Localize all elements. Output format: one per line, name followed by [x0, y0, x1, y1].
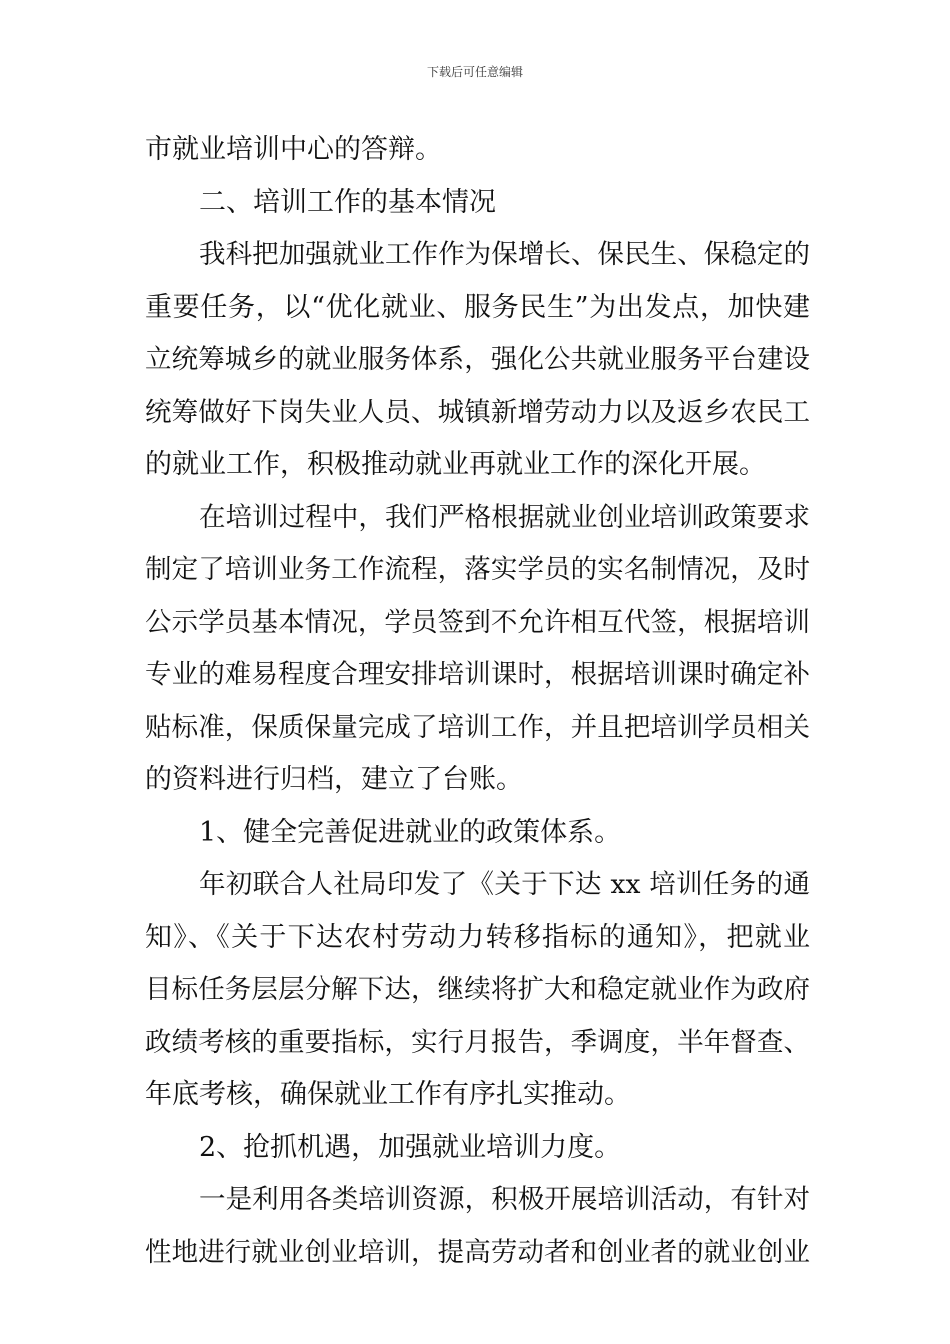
text-line: 统筹做好下岗失业人员、城镇新增劳动力以及返乡农民工	[145, 396, 810, 428]
text-line: 制定了培训业务工作流程，落实学员的实名制情况，及时	[145, 554, 810, 585]
text-line: 1、健全完善促进就业的政策体系。	[199, 816, 622, 848]
text-line: 年底考核，确保就业工作有序扎实推动。	[145, 1079, 631, 1110]
text-line: 我科把加强就业工作作为保增长、保民生、保稳定的	[199, 239, 810, 270]
text-line: 立统筹城乡的就业服务体系，强化公共就业服务平台建设	[145, 344, 810, 375]
text-line: 专业的难易程度合理安排培训课时，根据培训课时确定补	[145, 659, 810, 690]
text-line: 公示学员基本情况，学员签到不允许相互代签，根据培训	[145, 606, 810, 638]
text-line: 在培训过程中，我们严格根据就业创业培训政策要求	[199, 501, 810, 533]
text-line: 贴标准，保质保量完成了培训工作，并且把培训学员相关	[145, 711, 810, 743]
page-header: 下载后可任意编辑	[426, 65, 523, 79]
text-line: 性地进行就业创业培训，提高劳动者和创业者的就业创业	[145, 1236, 810, 1268]
text-line: 目标任务层层分解下达，继续将扩大和稳定就业作为政府	[145, 974, 810, 1005]
text-line: 2、抢抓机遇，加强就业培训力度。	[199, 1131, 622, 1163]
text-line: 重要任务，以“优化就业、服务民生”为出发点，加快建	[145, 291, 810, 323]
text-line: 政绩考核的重要指标，实行月报告，季调度，半年督查、	[145, 1026, 810, 1058]
text-line: 年初联合人社局印发了《关于下达 xx 培训任务的通	[199, 869, 810, 900]
text-line: 一是利用各类培训资源，积极开展培训活动，有针对	[199, 1184, 810, 1215]
text-line: 市就业培训中心的答辩。	[145, 134, 442, 165]
text-line: 二、培训工作的基本情况	[199, 186, 496, 218]
text-line: 的资料进行归档，建立了台账。	[145, 764, 523, 795]
document-body	[145, 124, 810, 1279]
text-line: 知》、《关于下达农村劳动力转移指标的通知》，把就业	[145, 921, 810, 953]
text-line: 的就业工作，积极推动就业再就业工作的深化开展。	[145, 449, 766, 480]
